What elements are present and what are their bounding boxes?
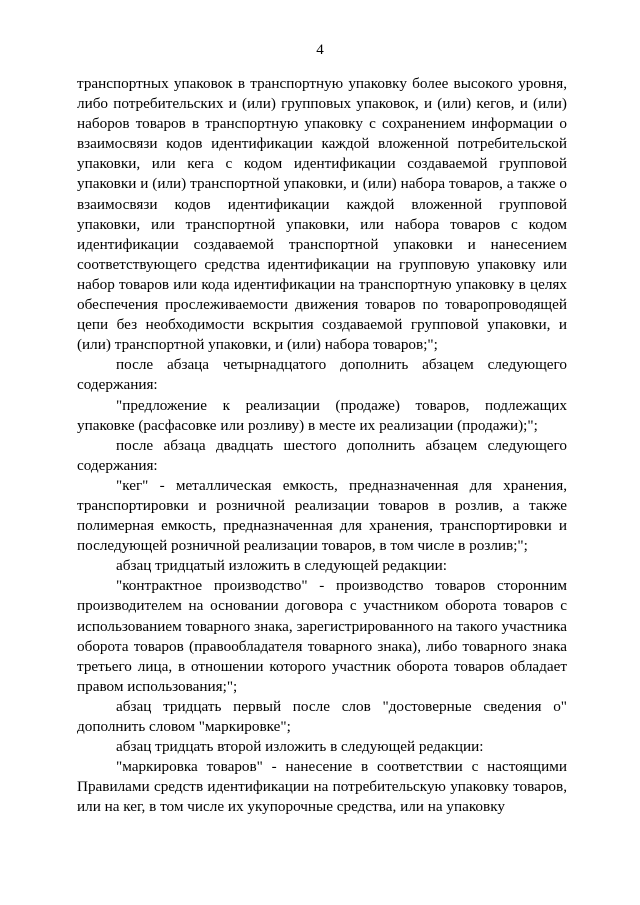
- paragraph-amendment-30: абзац тридцатый изложить в следующей редакции:: [116, 557, 447, 575]
- paragraph-definition-keg: "кег" - металлическая емкость, предназначенная для хранения, транспортировки и розничной реализации товаров в розлив, а также полимерная емкость, предназначенная для хранения, транспортировки и последующей розничной реализации товаров, в том числе в розлив;";: [77, 476, 567, 555]
- paragraph-amendment-31: абзац тридцать первый после слов "достоверные сведения о" дополнить словом "маркировке";: [77, 697, 567, 735]
- paragraph-definition-marking: "маркировка товаров" - нанесение в соответствии с настоящими Правилами средств идентификации на потребительскую упаковку товаров, или на кег, в том числе их укупорочные средства, или на упаковку: [77, 758, 567, 816]
- paragraph-continuation: транспортных упаковок в транспортную упаковку более высокого уровня, либо потребительских и (или) групповых упаковок, и (или) кегов, и (или) наборов товаров в транспортную упаковку с сохранением информации о взаимосвязи кодов идентификации каждой вложенной потребительской упаковки, или кега с кодом идентификации создаваемой групповой упаковки и (или) транспортной упаковки, и (или) набора товаров, а также о взаимосвязи кодов идентификации каждой вложенной групповой упаковки, или транспортной упаковки, или набора товаров с кодом идентификации создаваемой транспортной упаковки и нанесением соответствующего средства идентификации на групповую упаковку или набор товаров или кода идентификации на транспортную упаковку в целях обеспечения прослеживаемости движения товаров по товаропроводящей цепи без необходимости вскрытия создаваемой групповой упаковки, и (или) транспортной упаковки, и (или) набора товаров;";: [77, 75, 567, 354]
- paragraph-definition-offer: "предложение к реализации (продаже) товаров, подлежащих упаковке (расфасовке или розливу) в месте их реализации (продажи);";: [77, 396, 567, 434]
- paragraph-definition-contract-production: "контрактное производство" - производство товаров сторонним производителем на основании договора с участником оборота товаров с использованием товарного знака, зарегистрированного на такого участника оборота товаров (правообладателя товарного знака), либо товарного знака третьего лица, в отношении которого участник оборота товаров обладает правом использования;";: [77, 577, 567, 695]
- page-number: 4: [316, 42, 324, 58]
- document-body: [77, 74, 567, 817]
- paragraph-amendment-26: после абзаца двадцать шестого дополнить абзацем следующего содержания:: [77, 436, 567, 474]
- paragraph-amendment-14: после абзаца четырнадцатого дополнить абзацем следующего содержания:: [77, 356, 567, 394]
- paragraph-amendment-32: абзац тридцать второй изложить в следующей редакции:: [116, 738, 484, 756]
